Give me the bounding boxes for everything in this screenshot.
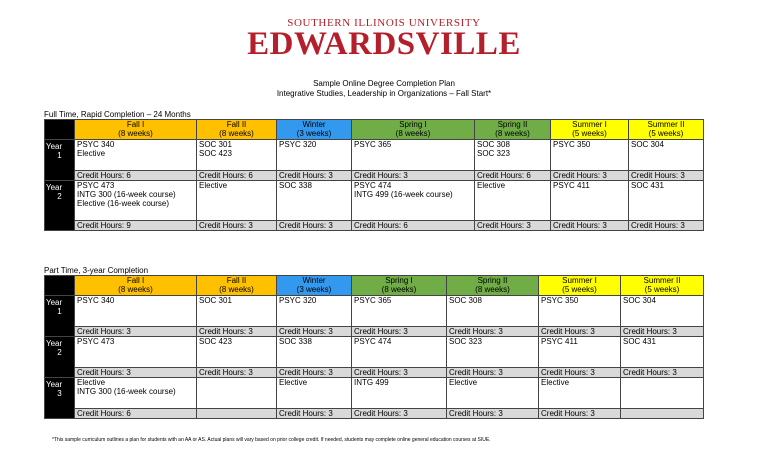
- course: PSYC 365: [354, 140, 392, 149]
- term-duration: (8 weeks): [495, 129, 530, 138]
- year-label: [45, 296, 75, 337]
- course: PSYC 473: [77, 181, 115, 190]
- term-duration: (3 weeks): [296, 285, 332, 294]
- course-cell: [447, 378, 539, 409]
- course: INTG 499: [354, 378, 389, 387]
- year-label-line: 2: [57, 192, 62, 201]
- course-cell: [197, 378, 277, 409]
- course: PSYC 340: [77, 296, 115, 305]
- term-header: [621, 276, 704, 296]
- course-cell: [277, 337, 352, 368]
- year-label-line: 3: [57, 389, 62, 398]
- term-header: [539, 276, 621, 296]
- course-cell: [447, 337, 539, 368]
- year-label: [45, 140, 75, 181]
- credit-hours: Credit Hours: 3: [447, 368, 539, 378]
- year-label-line: 1: [57, 307, 62, 316]
- course-cell: [551, 140, 629, 171]
- year-label-line: Year: [46, 298, 63, 307]
- year-label-line: Year: [46, 380, 63, 389]
- siue-logo: [0, 17, 768, 62]
- year-label-line: 1: [57, 151, 62, 160]
- logo-university-line: SOUTHERN ILLINOIS UNIVERSITY: [287, 17, 481, 29]
- course: PSYC 350: [553, 140, 591, 149]
- course: INTG 499 (16-week course): [354, 190, 453, 199]
- logo-edwardsville: EDWARDSVILLE: [247, 26, 521, 62]
- term-name: Summer II: [647, 120, 685, 129]
- year-label-line: 2: [57, 348, 62, 357]
- credit-row: [45, 221, 704, 231]
- credit-hours: Credit Hours: 3: [352, 327, 447, 337]
- credit-hours: Credit Hours: 3: [277, 327, 352, 337]
- course: PSYC 320: [279, 140, 317, 149]
- term-header: [75, 120, 197, 140]
- term-name: Summer II: [643, 276, 681, 285]
- term-header: [447, 276, 539, 296]
- credit-hours: Credit Hours: 3: [75, 327, 197, 337]
- header-corner: [45, 120, 75, 140]
- course: SOC 431: [631, 181, 664, 190]
- term-duration: (5 weeks): [648, 129, 684, 138]
- term-duration: (8 weeks): [219, 129, 254, 138]
- term-name: Spring I: [399, 120, 427, 129]
- term-duration: (8 weeks): [395, 129, 431, 138]
- course: SOC 304: [623, 296, 656, 305]
- course-cell: [75, 140, 197, 171]
- credit-hours: Credit Hours: 3: [629, 171, 704, 181]
- course-cell: [277, 181, 352, 221]
- header-row: [45, 120, 704, 140]
- header-row: [45, 276, 704, 296]
- credit-row: [45, 409, 704, 419]
- course-cell: [621, 337, 704, 368]
- course-cell: [197, 181, 277, 221]
- term-duration: (3 weeks): [296, 129, 332, 138]
- term-duration: (8 weeks): [118, 285, 153, 294]
- course: SOC 301: [199, 140, 232, 149]
- term-header: [629, 120, 704, 140]
- course-cell: [621, 296, 704, 327]
- term-duration: (5 weeks): [572, 129, 607, 138]
- credit-hours: Credit Hours: 3: [447, 409, 539, 419]
- credit-hours: Credit Hours: 3: [629, 221, 704, 231]
- document-title: [0, 79, 768, 99]
- course: SOC 338: [279, 337, 312, 346]
- term-name: Fall I: [126, 120, 145, 129]
- course: Elective: [199, 181, 228, 190]
- course-cell: [75, 296, 197, 327]
- course-row: [45, 181, 704, 221]
- course: PSYC 411: [541, 337, 578, 346]
- course-cell: [277, 140, 352, 171]
- part-time-title: Part Time, 3-year Completion: [44, 266, 149, 275]
- credit-hours: Credit Hours: 3: [352, 171, 475, 181]
- term-header: [551, 120, 629, 140]
- course: INTG 300 (16-week course): [77, 190, 176, 199]
- credit-hours: Credit Hours: 3: [539, 327, 621, 337]
- credit-row: [45, 171, 704, 181]
- course-cell: [539, 378, 621, 409]
- course: SOC 423: [199, 337, 232, 346]
- credit-hours: Credit Hours: 3: [277, 409, 352, 419]
- credit-hours: Credit Hours: 6: [75, 171, 197, 181]
- course: SOC 423: [199, 149, 232, 158]
- header-corner: [45, 276, 75, 296]
- credit-hours: Credit Hours: 3: [539, 409, 621, 419]
- credit-hours: [197, 409, 277, 419]
- credit-hours: Credit Hours: 9: [75, 221, 197, 231]
- course: PSYC 340: [77, 140, 115, 149]
- course: Elective: [279, 378, 308, 387]
- credit-hours: Credit Hours: 3: [352, 368, 447, 378]
- course-cell: [352, 181, 475, 221]
- title-line-2: Integrative Studies, Leadership in Organizations – Fall Start*: [276, 89, 492, 98]
- full-time-title: Full Time, Rapid Completion – 24 Months: [44, 110, 191, 119]
- course: SOC 308: [449, 296, 482, 305]
- course-cell: [539, 296, 621, 327]
- credit-hours: Credit Hours: 3: [197, 368, 277, 378]
- course: PSYC 474: [354, 181, 392, 190]
- credit-row: [45, 327, 704, 337]
- term-header: [352, 120, 475, 140]
- term-header: [277, 276, 352, 296]
- footnote: *This sample curriculum outlines a plan for students with an AA or AS. Actual plans will vary based on prior college credit. If needed, students may complete online general education courses at SIUE.: [52, 437, 491, 443]
- credit-hours: Credit Hours: 6: [475, 171, 551, 181]
- term-duration: (5 weeks): [562, 285, 597, 294]
- course: SOC 301: [199, 296, 232, 305]
- term-header: [277, 120, 352, 140]
- term-duration: (8 weeks): [381, 285, 417, 294]
- credit-hours: [621, 409, 704, 419]
- term-header: [197, 276, 277, 296]
- term-name: Spring II: [497, 120, 528, 129]
- credit-hours: Credit Hours: 3: [621, 368, 704, 378]
- year-label: [45, 337, 75, 378]
- course-row: [45, 296, 704, 327]
- course-cell: [352, 296, 447, 327]
- credit-hours: Credit Hours: 6: [75, 409, 197, 419]
- term-duration: (8 weeks): [219, 285, 254, 294]
- term-duration: (8 weeks): [118, 129, 153, 138]
- credit-hours: Credit Hours: 3: [621, 327, 704, 337]
- term-name: Fall I: [126, 276, 145, 285]
- course: INTG 300 (16-week course): [77, 387, 176, 396]
- credit-hours: Credit Hours: 3: [277, 221, 352, 231]
- course: PSYC 320: [279, 296, 317, 305]
- course: SOC 304: [631, 140, 664, 149]
- title-line-1: Sample Online Degree Completion Plan: [313, 79, 455, 88]
- part-time-plan-table: [44, 275, 704, 419]
- course-cell: [75, 181, 197, 221]
- credit-hours: Credit Hours: 3: [75, 368, 197, 378]
- course: Elective: [449, 378, 478, 387]
- term-name: Summer I: [562, 276, 597, 285]
- course: PSYC 473: [77, 337, 115, 346]
- credit-hours: Credit Hours: 3: [551, 221, 629, 231]
- term-name: Spring II: [477, 276, 508, 285]
- course-cell: [629, 140, 704, 171]
- course: SOC 323: [449, 337, 482, 346]
- term-name: Winter: [302, 120, 326, 129]
- credit-row: [45, 368, 704, 378]
- term-header: [352, 276, 447, 296]
- term-duration: (5 weeks): [644, 285, 680, 294]
- course-cell: [475, 181, 551, 221]
- course-cell: [352, 337, 447, 368]
- course-cell: [629, 181, 704, 221]
- course: Elective: [541, 378, 570, 387]
- credit-hours: Credit Hours: 3: [352, 409, 447, 419]
- credit-hours: Credit Hours: 3: [277, 171, 352, 181]
- year-label-line: Year: [46, 339, 63, 348]
- course-cell: [447, 296, 539, 327]
- term-header: [75, 276, 197, 296]
- full-time-plan-table: [44, 119, 704, 231]
- course: SOC 338: [279, 181, 312, 190]
- year-label-line: Year: [46, 183, 63, 192]
- course-cell: [475, 140, 551, 171]
- course: Elective: [477, 181, 506, 190]
- term-name: Fall II: [226, 276, 247, 285]
- credit-hours: Credit Hours: 3: [197, 221, 277, 231]
- course: PSYC 350: [541, 296, 579, 305]
- course-cell: [197, 337, 277, 368]
- course-cell: [277, 296, 352, 327]
- term-header: [197, 120, 277, 140]
- year-label: [45, 181, 75, 231]
- course: Elective (16-week course): [77, 199, 170, 208]
- credit-hours: Credit Hours: 3: [475, 221, 551, 231]
- course-cell: [197, 296, 277, 327]
- course-cell: [539, 337, 621, 368]
- course-row: [45, 378, 704, 409]
- course: PSYC 474: [354, 337, 392, 346]
- course: SOC 308: [477, 140, 510, 149]
- term-name: Summer I: [572, 120, 607, 129]
- course-cell: [197, 140, 277, 171]
- credit-hours: Credit Hours: 6: [352, 221, 475, 231]
- term-header: [475, 120, 551, 140]
- course-cell: [277, 378, 352, 409]
- course-cell: [75, 378, 197, 409]
- term-duration: (8 weeks): [475, 285, 510, 294]
- term-name: Fall II: [226, 120, 247, 129]
- credit-hours: Credit Hours: 3: [447, 327, 539, 337]
- credit-hours: Credit Hours: 6: [197, 171, 277, 181]
- course: Elective: [77, 378, 106, 387]
- term-name: Spring I: [385, 276, 413, 285]
- year-label: [45, 378, 75, 419]
- course: Elective: [77, 149, 106, 158]
- term-name: Winter: [302, 276, 326, 285]
- course-cell: [551, 181, 629, 221]
- course-cell: [352, 140, 475, 171]
- credit-hours: Credit Hours: 3: [539, 368, 621, 378]
- credit-hours: Credit Hours: 3: [277, 368, 352, 378]
- credit-hours: Credit Hours: 3: [197, 327, 277, 337]
- course-row: [45, 337, 704, 368]
- course: SOC 323: [477, 149, 510, 158]
- course: PSYC 365: [354, 296, 392, 305]
- course-row: [45, 140, 704, 171]
- year-label-line: Year: [46, 142, 63, 151]
- course-cell: [621, 378, 704, 409]
- credit-hours: Credit Hours: 3: [551, 171, 629, 181]
- course-cell: [75, 337, 197, 368]
- course: SOC 431: [623, 337, 656, 346]
- course: PSYC 411: [553, 181, 590, 190]
- course-cell: [352, 378, 447, 409]
